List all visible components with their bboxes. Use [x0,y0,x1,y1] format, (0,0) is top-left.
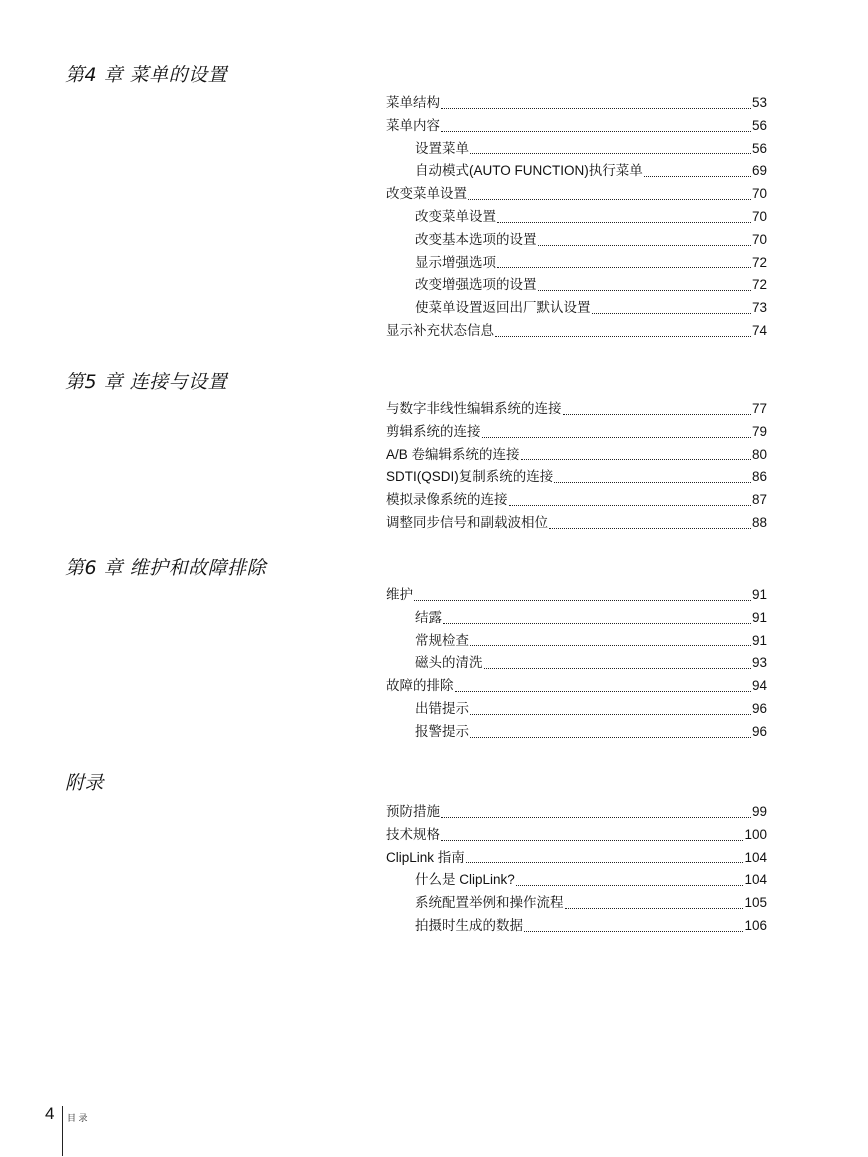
toc-entry-title: 什么是 ClipLink? [415,872,515,888]
dot-leader [538,245,751,246]
dot-leader [414,600,751,601]
toc-entry-title: 菜单结构 [386,95,440,110]
toc-entry[interactable] [386,320,767,343]
dot-leader [554,482,751,483]
dot-leader [470,737,751,738]
toc-entry-title: SDTI(QSDI)复制系统的连接 [386,469,554,485]
toc-entry-title: 菜单内容 [386,117,440,133]
chapter-title: 附录 [65,772,105,794]
toc-entry[interactable] [386,824,767,847]
toc-entry-title: 故障的排除 [386,678,454,694]
toc-entry[interactable] [386,512,767,535]
toc-entry-title: 使菜单设置返回出厂默认设置 [415,300,591,316]
chapter-title: 第5 章 连接与设置 [65,371,228,393]
toc-entry-title: 系统配置举例和操作流程 [415,895,564,911]
toc-entry[interactable] [386,398,767,421]
dot-leader [592,313,751,314]
toc-subentry[interactable] [386,652,767,675]
toc-entry-title: 剪辑系统的连接 [386,423,481,439]
toc-page-number: 87 [751,492,767,508]
toc-entry-title: A/B 卷编辑系统的连接 [386,446,520,462]
dot-leader [497,267,751,268]
toc-section-chapter-6 [386,584,767,744]
toc-entry[interactable] [386,115,767,138]
dot-leader [565,908,744,909]
toc-page-number: 86 [751,469,767,485]
dot-leader [443,623,751,624]
toc-page-number: 104 [744,872,767,888]
toc-subentry[interactable] [386,892,767,915]
toc-entry-title: 拍摄时生成的数据 [415,917,523,933]
dot-leader [516,885,744,886]
toc-page-number: 91 [751,609,767,625]
toc-subentry[interactable] [386,915,767,938]
toc-page-number: 99 [751,804,767,819]
toc-page-number: 96 [751,700,767,716]
toc-section-chapter-4 [386,92,767,343]
toc-page-number: 93 [751,655,767,671]
dot-leader [470,714,751,715]
dot-leader [509,505,751,506]
toc-entry-title: 维护 [386,587,413,602]
toc-page-number: 79 [751,423,767,439]
toc-entry-title: 与数字非线性编辑系统的连接 [386,401,562,416]
toc-page-number: 72 [751,254,767,270]
toc-entry[interactable] [386,675,767,698]
toc-subentry[interactable] [386,138,767,161]
toc-page-number: 91 [751,632,767,648]
toc-section-appendix [386,801,767,938]
toc-entry[interactable] [386,444,767,467]
toc-page-number: 74 [751,322,767,338]
toc-entry-title: 调整同步信号和副载波相位 [386,514,548,530]
toc-entry-title: 改变菜单设置 [386,186,467,202]
dot-leader [538,290,751,291]
dot-leader [468,199,751,200]
toc-entry[interactable] [386,92,767,115]
toc-entry[interactable] [386,183,767,206]
toc-entry-title: 自动模式(AUTO FUNCTION)执行菜单 [415,163,643,179]
dot-leader [644,176,751,177]
dot-leader [549,528,751,529]
toc-entry-title: 改变增强选项的设置 [415,277,537,293]
toc-entry-title: 报警提示 [415,723,469,739]
toc-entry-title: 模拟录像系统的连接 [386,492,508,508]
toc-page-number: 56 [751,140,767,156]
toc-subentry[interactable] [386,160,767,183]
toc-entry[interactable] [386,847,767,870]
toc-entry-title: 显示增强选项 [415,254,496,270]
toc-page-number: 96 [751,723,767,739]
dot-leader [441,108,751,109]
dot-leader [455,691,751,692]
toc-subentry[interactable] [386,698,767,721]
dot-leader [441,840,743,841]
dot-leader [470,153,751,154]
toc-entry-title: 改变基本选项的设置 [415,231,537,247]
toc-entry-title: 技术规格 [386,826,440,842]
toc-subentry[interactable] [386,297,767,320]
toc-page-number: 56 [751,117,767,133]
toc-section-chapter-5 [386,398,767,535]
toc-page-number: 100 [744,826,767,842]
toc-entry-title: ClipLink 指南 [386,849,465,865]
toc-entry-title: 设置菜单 [415,140,469,156]
toc-subentry[interactable] [386,229,767,252]
toc-subentry[interactable] [386,252,767,275]
toc-entry-title: 显示补充状态信息 [386,322,494,338]
toc-entry-title: 磁头的清洗 [415,655,483,671]
toc-page-number: 91 [751,587,767,602]
dot-leader [495,336,751,337]
toc-entry-title: 常规检查 [415,632,469,648]
toc-page-number: 88 [751,514,767,530]
footer-divider [62,1106,63,1156]
chapter-title: 第4 章 菜单的设置 [65,64,228,86]
dot-leader [482,437,751,438]
toc-page-number: 77 [751,401,767,416]
toc-page-number: 105 [744,895,767,911]
footer-section-label: 目 录 [67,1113,88,1123]
toc-page-number: 80 [751,446,767,462]
toc-subentry[interactable] [386,630,767,653]
dot-leader [563,414,751,415]
toc-page-number: 70 [751,231,767,247]
dot-leader [470,645,751,646]
chapter-title: 第6 章 维护和故障排除 [65,557,267,579]
toc-entry[interactable] [386,489,767,512]
toc-page-number: 104 [744,849,767,865]
toc-entry[interactable] [386,584,767,607]
toc-page-number: 94 [751,678,767,694]
dot-leader [466,862,744,863]
toc-entry-title: 结露 [415,609,442,625]
toc-page-number: 106 [744,917,767,933]
toc-page-number: 53 [751,95,767,110]
toc-subentry[interactable] [386,206,767,229]
footer-page-number: 4 [45,1104,55,1123]
toc-page-number: 69 [751,163,767,179]
toc-entry[interactable] [386,466,767,489]
toc-page-number: 70 [751,186,767,202]
dot-leader [441,131,751,132]
toc-entry-title: 预防措施 [386,804,440,819]
toc-subentry[interactable] [386,869,767,892]
toc-entry-title: 改变菜单设置 [415,208,496,224]
toc-entry[interactable] [386,421,767,444]
toc-page-number: 73 [751,300,767,316]
dot-leader [524,931,743,932]
dot-leader [441,817,751,818]
dot-leader [521,459,751,460]
toc-subentry[interactable] [386,274,767,297]
dot-leader [484,668,751,669]
dot-leader [497,222,751,223]
toc-subentry[interactable] [386,721,767,744]
toc-entry-title: 出错提示 [415,700,469,716]
toc-page-number: 72 [751,277,767,293]
toc-entry[interactable] [386,801,767,824]
toc-subentry[interactable] [386,607,767,630]
toc-page-number: 70 [751,208,767,224]
